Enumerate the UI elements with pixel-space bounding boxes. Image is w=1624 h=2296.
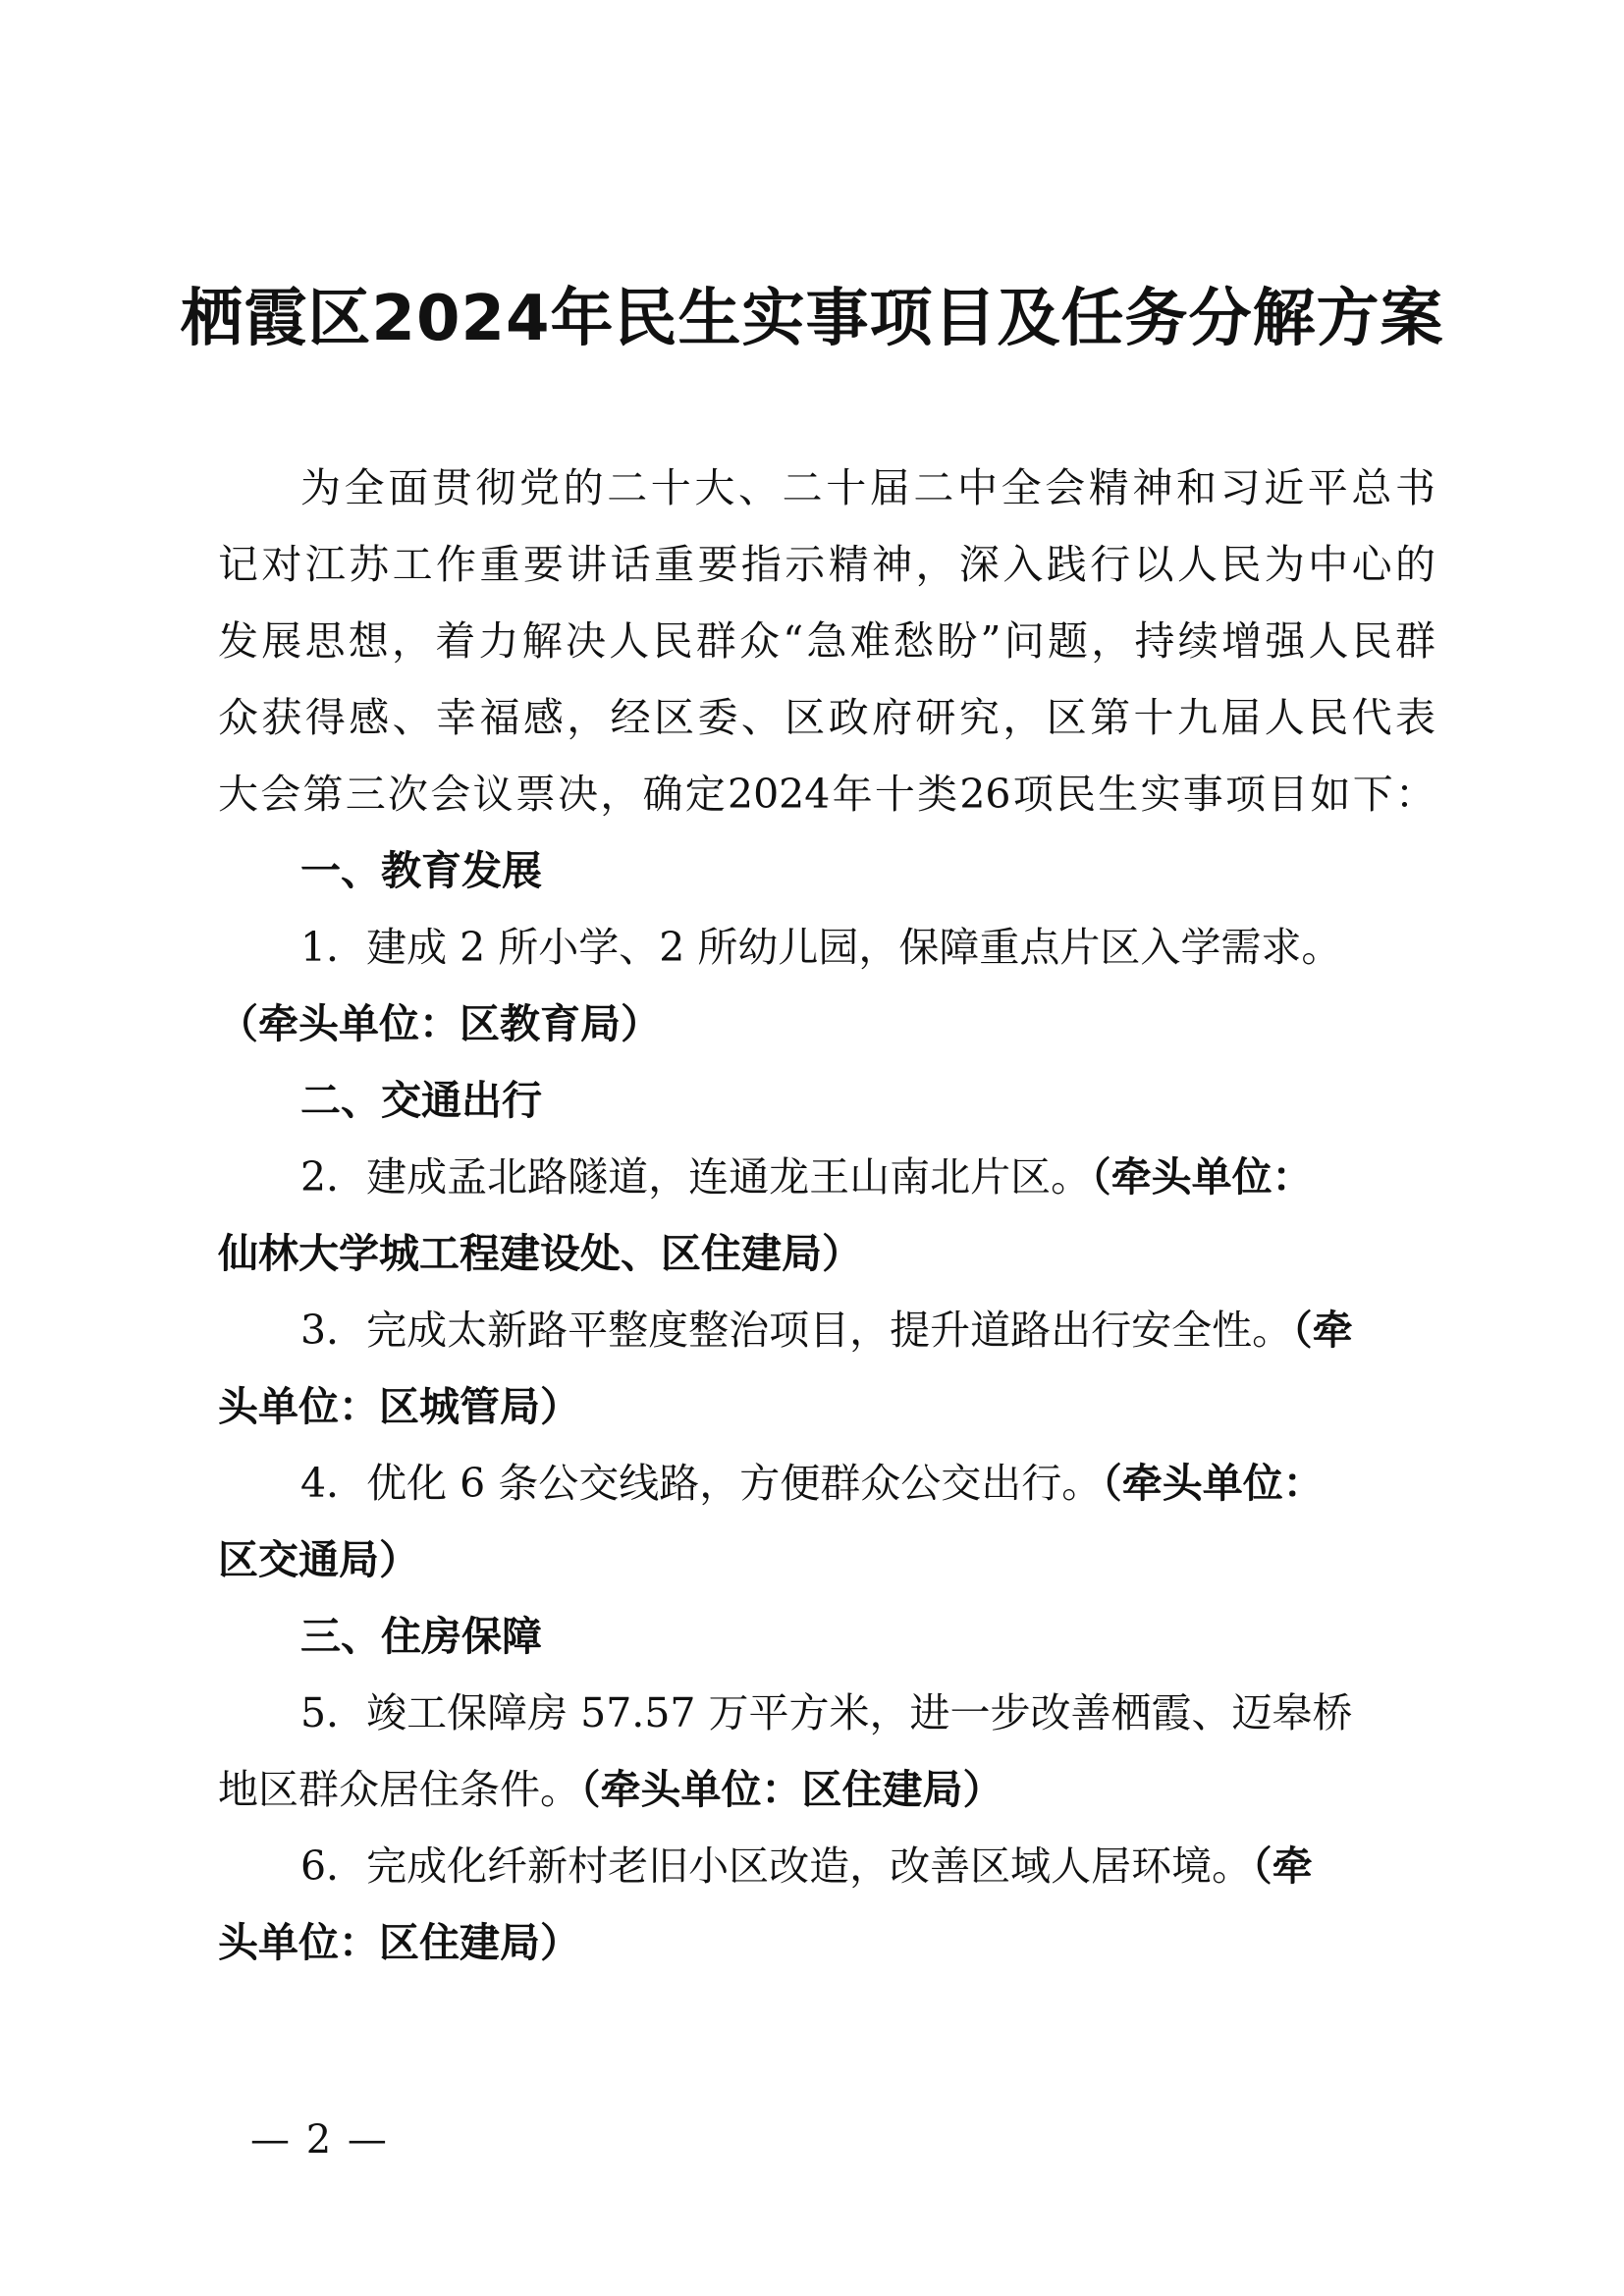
item-line [218,1828,1435,1904]
item-line [218,1904,1435,1981]
document-body [218,450,1435,1981]
lead-unit: （牵头单位： [1102,1460,1324,1507]
document-title: 栖霞区2024年民生实事项目及任务分解方案 [180,283,1444,355]
lead-unit: （牵头单位：区教育局） [218,1000,661,1047]
item-line [218,1522,1435,1598]
section-heading: 三、住房保障 [300,1613,542,1660]
item-text: 5．竣工保障房 57.57 万平方米，进一步改善栖霞、迈皋桥 [300,1689,1353,1736]
lead-unit: （牵头单位：区住建局） [580,1766,1003,1813]
item-line [218,1368,1435,1445]
item-line [218,1445,1435,1522]
item-text: 地区群众居住条件。 [218,1766,580,1813]
item-line [218,1292,1435,1368]
item-line [218,1675,1435,1751]
section-heading: 一、教育发展 [300,847,542,894]
item-text: 1．建成 2 所小学、2 所幼儿园，保障重点片区入学需求。 [300,924,1342,971]
intro-line: 记对江苏工作重要讲话重要指示精神，深入践行以人民为中心的 [218,541,1435,588]
item-text: 4．优化 6 条公交线路，方便群众公交出行。 [300,1460,1103,1507]
item-line [218,986,1435,1062]
page-number: — 2 — [250,2117,389,2163]
lead-unit: （牵头单位： [1091,1153,1313,1201]
lead-unit: 头单位：区城管局） [218,1383,580,1430]
item-line [218,1139,1435,1215]
lead-unit: （牵 [1292,1307,1353,1354]
lead-unit: 头单位：区住建局） [218,1919,580,1966]
item-line [218,1751,1435,1828]
item-text: 2．建成孟北路隧道，连通龙王山南北片区。 [300,1153,1092,1201]
intro-line: 为全面贯彻党的二十大、二十届二中全会精神和习近平总书 [300,464,1435,511]
intro-line: 众获得感、幸福感，经区委、区政府研究，区第十九届人民代表 [218,694,1435,741]
item-text: 6．完成化纤新村老旧小区改造，改善区域人居环境。 [300,1842,1253,1890]
item-text: 3．完成太新路平整度整治项目，提升道路出行安全性。 [300,1307,1293,1354]
item-line [218,909,1435,986]
lead-unit: 区交通局） [218,1536,419,1583]
intro-line: 大会第三次会议票决，确定2024年十类26项民生实事项目如下： [218,771,1435,818]
lead-unit: 仙林大学城工程建设处、区住建局） [218,1230,862,1277]
section-heading: 二、交通出行 [300,1077,542,1124]
item-line [218,1215,1435,1292]
lead-unit: （牵 [1252,1842,1313,1890]
intro-line: 发展思想，着力解决人民群众“急难愁盼”问题，持续增强人民群 [218,617,1435,665]
